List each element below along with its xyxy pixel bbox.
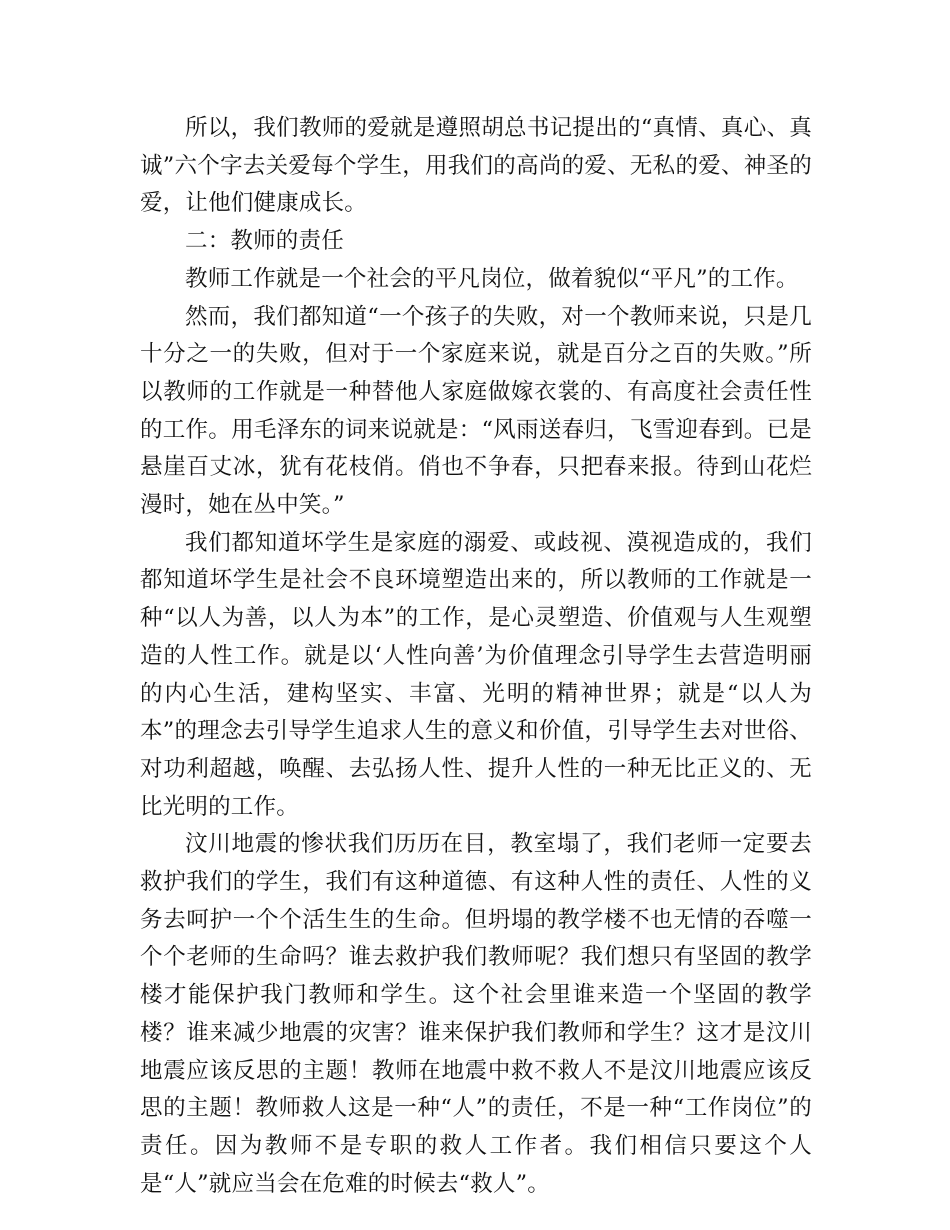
paragraph-wenchuan-earthquake: 汶川地震的惨状我们历历在目，教室塌了，我们老师一定要去救护我们的学生，我们有这种道德、有这种人性的责任、人性的义务去呵护一个个活生生的生命。但坍塌的教学楼不也无情的吞噬一个个老师的生命吗？谁去救护我们教师呢？我们想只有坚固的教学楼才能保护我门教师和学生。这个社会里谁来造一个坚固的教学楼？谁来减少地震的灾害？谁来保护我们教师和学生？这才是汶川地震应该反思的主题！教师在地震中救不救人不是汶川地震应该反思的主题！教师救人这是一种“人”的责任，不是一种“工作岗位”的责任。因为教师不是专职的救人工作者。我们相信只要这个人是“人”就应当会在危难的时候去“救人”。 bbox=[140, 831, 812, 1197]
paragraph-child-failure: 然而，我们都知道“一个孩子的失败，对一个教师来说，只是几十分之一的失败，但对于一个家庭来说，就是百分之百的失败。”所以教师的工作就是一种替他人家庭做嫁衣裳的、有高度社会责任性的工作。用毛泽东的词来说就是：“风雨送春归，飞雪迎春到。已是悬崖百丈冰，犹有花枝俏。俏也不争春，只把春来报。待到山花烂漫时，她在丛中笑。” bbox=[140, 303, 812, 519]
section-heading-teacher-responsibility: 二：教师的责任 bbox=[185, 228, 344, 255]
paragraph-ordinary-post: 教师工作就是一个社会的平凡岗位，做着貌似“平凡”的工作。 bbox=[185, 265, 799, 292]
paragraph-bad-students: 我们都知道坏学生是家庭的溺爱、或歧视、漠视造成的，我们都知道坏学生是社会不良环境塑造出来的，所以教师的工作就是一种“以人为善，以人为本”的工作，是心灵塑造、价值观与人生观塑造的人性工作。就是以‘人性向善’为价值理念引导学生去营造明丽的内心生活，建构坚实、丰富、光明的精神世界；就是“以人为本”的理念去引导学生追求人生的意义和价值，引导学生去对世俗、对功利超越，唤醒、去弘扬人性、提升人性的一种无比正义的、无比光明的工作。 bbox=[140, 529, 812, 820]
paragraph-teacher-love: 所以，我们教师的爱就是遵照胡总书记提出的“真情、真心、真诚”六个字去关爱每个学生，用我们的高尚的爱、无私的爱、神圣的爱，让他们健康成长。 bbox=[140, 115, 812, 217]
document-body bbox=[140, 110, 812, 1203]
